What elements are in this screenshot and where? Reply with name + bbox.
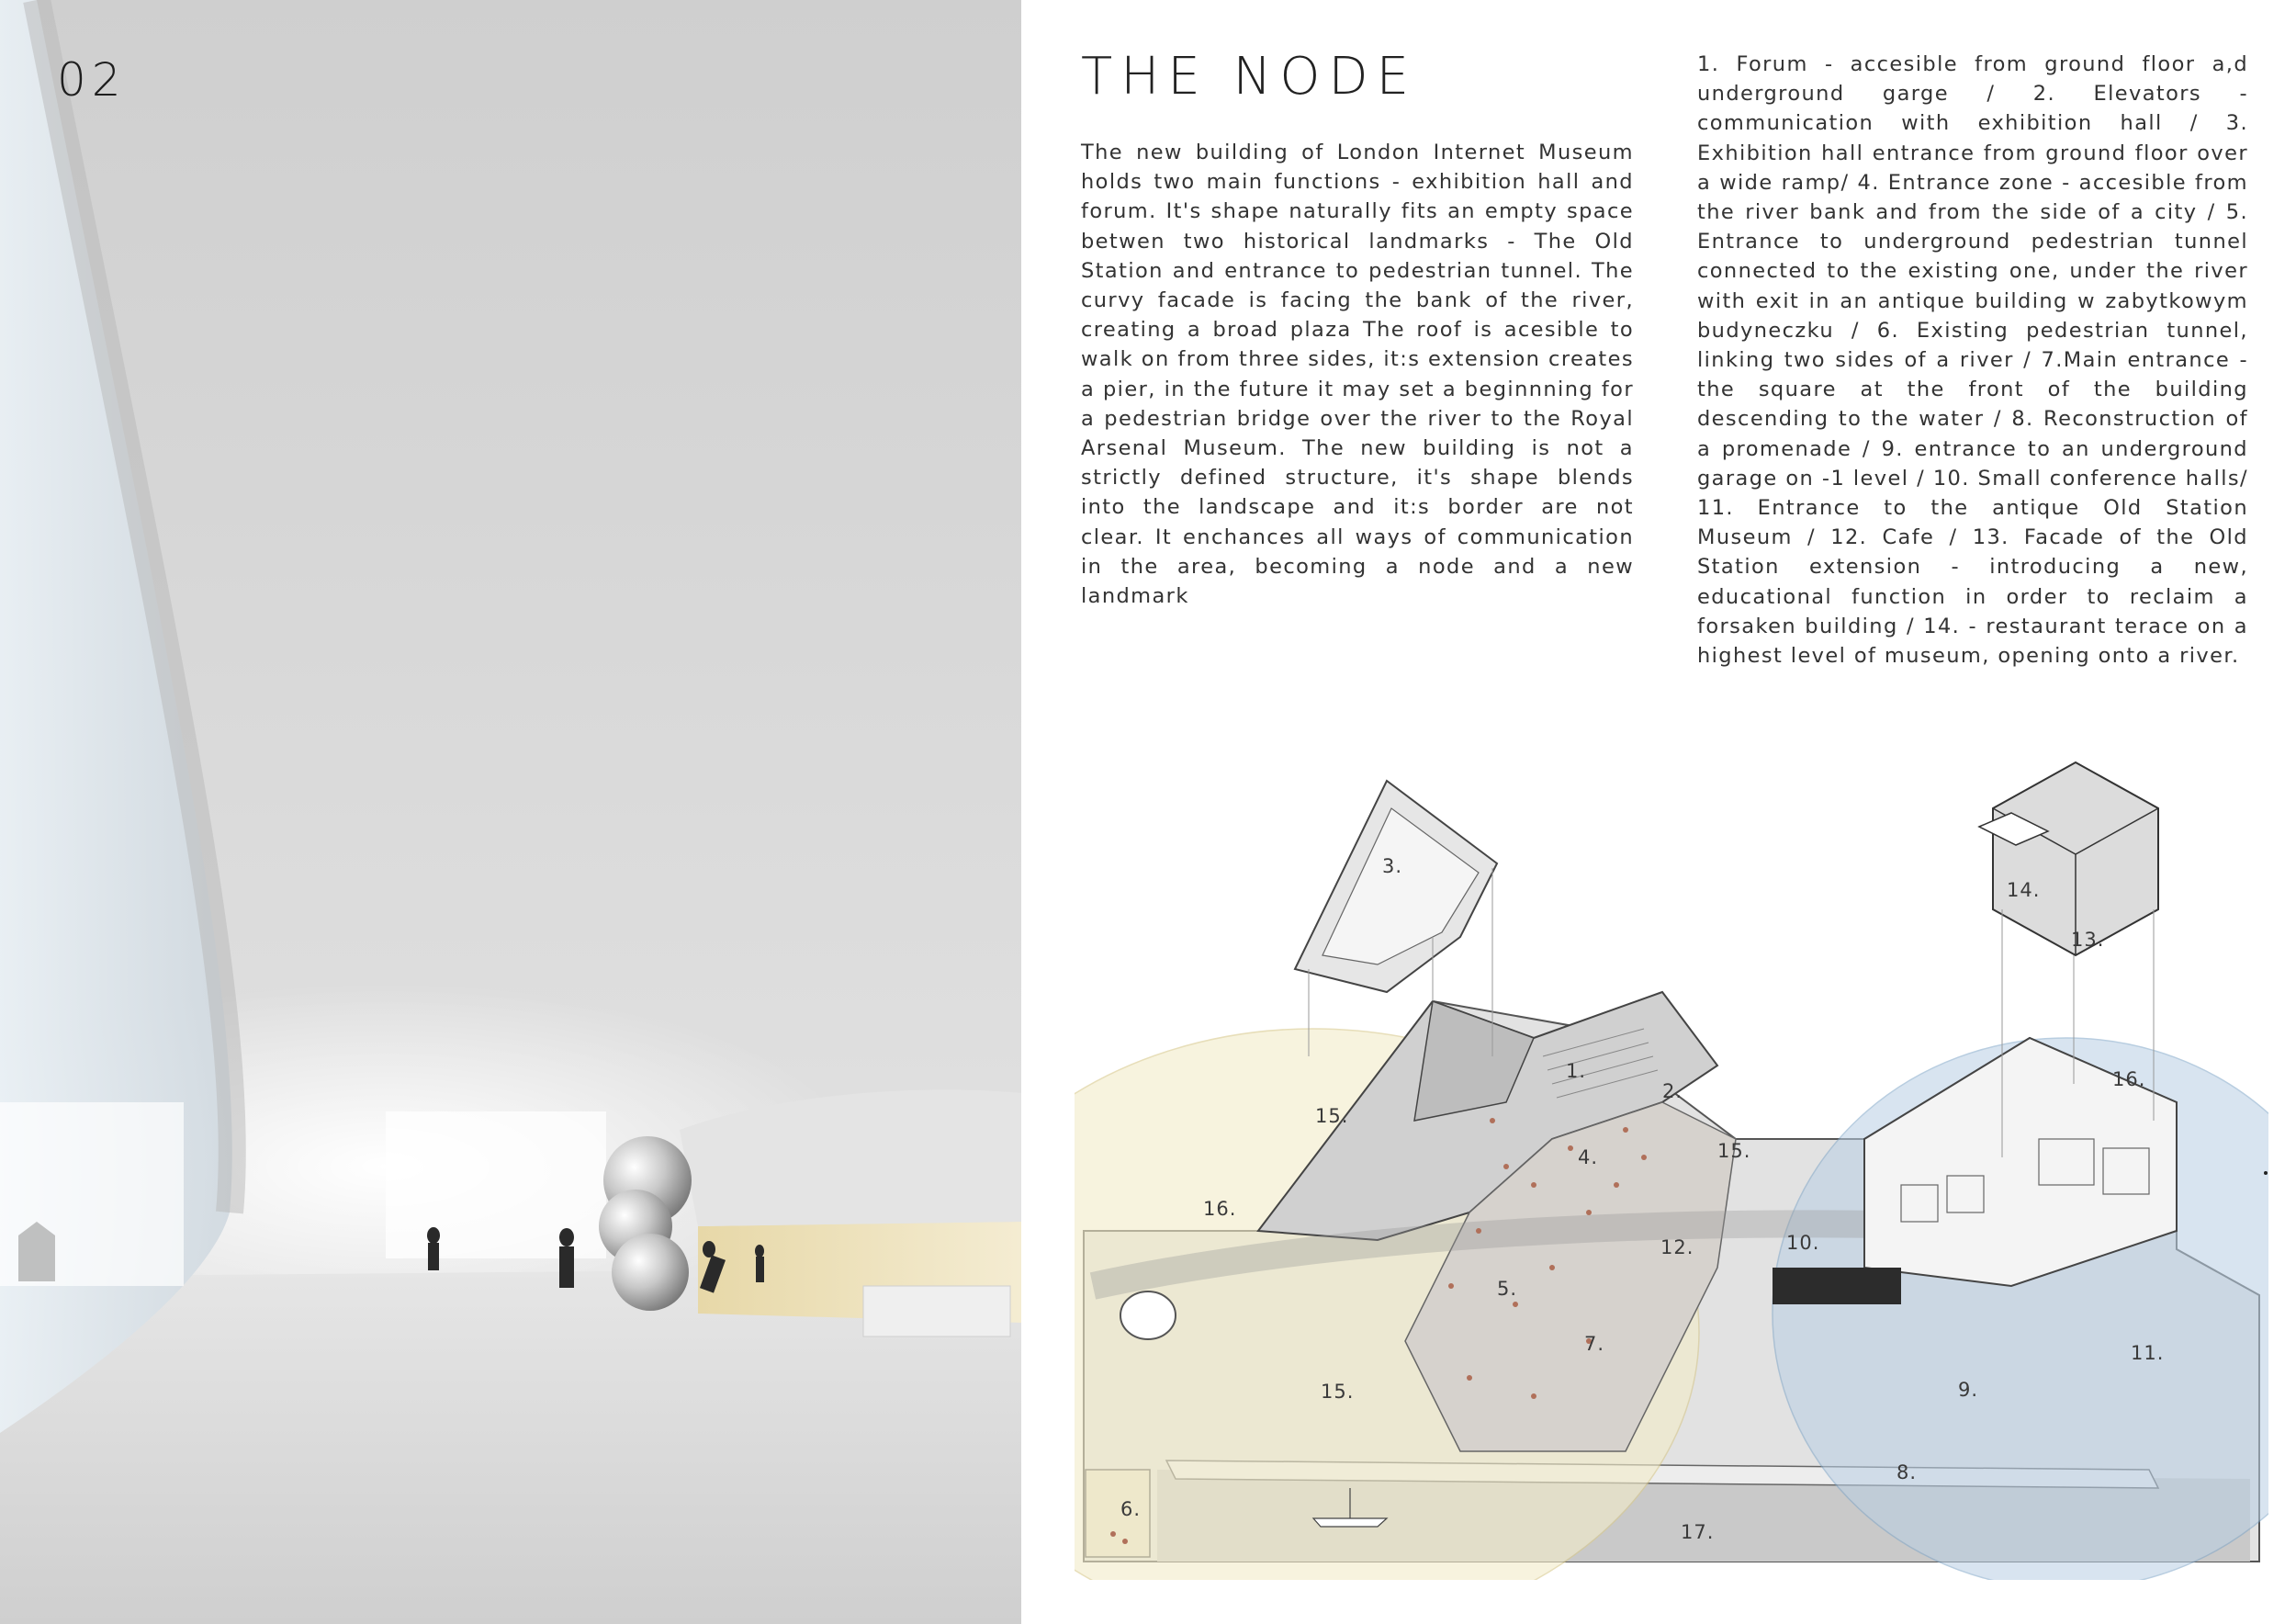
label-15-bottom: 15. — [1321, 1381, 1355, 1403]
label-2: 2. — [1662, 1080, 1683, 1102]
label-13: 13. — [2071, 929, 2105, 951]
label-10: 10. — [1786, 1232, 1820, 1254]
label-8: 8. — [1896, 1461, 1918, 1483]
label-14: 14. — [2007, 879, 2041, 901]
label-7: 7. — [1584, 1333, 1605, 1355]
label-17: 17. — [1681, 1521, 1715, 1543]
label-15-right: 15. — [1717, 1140, 1751, 1162]
page-number: 02 — [57, 53, 127, 107]
axonometric-diagram — [1075, 753, 2268, 1580]
stray-dot — [2264, 1171, 2268, 1175]
label-16-right: 16. — [2112, 1068, 2146, 1090]
label-6: 6. — [1120, 1498, 1142, 1520]
label-5: 5. — [1497, 1278, 1518, 1300]
architectural-render — [0, 0, 1021, 1624]
label-11: 11. — [2131, 1342, 2165, 1364]
label-3: 3. — [1382, 855, 1403, 877]
label-15-top: 15. — [1315, 1105, 1349, 1127]
render-illustration — [0, 0, 1021, 1624]
label-1: 1. — [1566, 1060, 1587, 1082]
label-4: 4. — [1578, 1146, 1599, 1168]
label-12: 12. — [1660, 1236, 1694, 1258]
garage-entrance — [1773, 1268, 1901, 1304]
label-16-left: 16. — [1203, 1198, 1237, 1220]
page-title: THE NODE — [1081, 47, 1417, 107]
project-description: The new building of London Internet Museum holds two main functions - exhibition hall and forum. It's shape naturally fits an empty space betwen two historical landmarks - The Old Station and entrance to pedestrian tunnel. The curvy facade is facing the bank of the river, creating a broad plaza The roof is acesible to walk on from three sides, it:s extension creates a pier, in the future it may set a beginnning for a pedestrian bridge over the river to the Royal Arsenal Museum. The new building is not a strictly defined structure, it's shape blends into the landscape and it:s border are not clear. It enchances all ways of communication in the area, becoming a node and a new landmark — [1081, 141, 1634, 609]
label-9: 9. — [1958, 1379, 1979, 1401]
diagram-drawing — [1075, 753, 2268, 1580]
diagram-legend: 1. Forum - accesible from ground floor a,d underground garge / 2. Elevators - communication with exhibition hall / 3. Exhibition hall entrance from ground floor over a wide ramp/ 4. Entrance zone - accesible from the river bank and from the side of a city / 5. Entrance to underground pedestrian tunnel connected to the existing one, under the river with exit in an antique building w zabytkowym budyneczku / 6. Existing pedestrian tunnel, linking two sides of a river / 7.Main entrance - the square at the front of the building descending to the water / 8. Reconstruction of a promenade / 9. entrance to an underground garage on -1 level / 10. Small conference halls/ 11. Entrance to the antique Old Station Museum / 12. Cafe / 13. Facade of the Old Station extension - introducing a new, educational function in order to reclaim a forsaken building / 14. - restaurant terace on a highest level of museum, opening onto a river. — [1697, 52, 2248, 669]
